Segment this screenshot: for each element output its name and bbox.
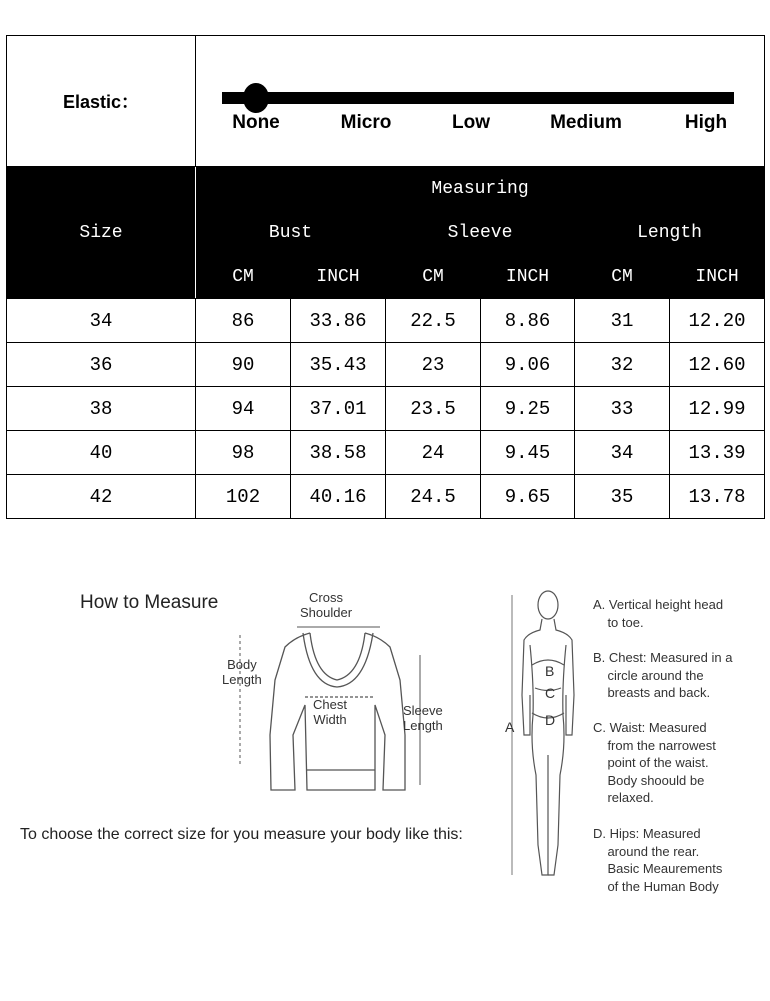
- measurement-cell: 34: [575, 431, 670, 475]
- measurement-cell: 40.16: [291, 475, 386, 519]
- measurement-cell: 33: [575, 387, 670, 431]
- size-cell: 42: [7, 475, 196, 519]
- measurement-cell: 94: [196, 387, 291, 431]
- how-to-measure-title: How to Measure: [80, 592, 219, 613]
- size-column-header: Size: [7, 167, 196, 299]
- measurement-cell: 37.01: [291, 387, 386, 431]
- measurement-cell: 90: [196, 343, 291, 387]
- elastic-level-high: High: [684, 112, 728, 133]
- elastic-level-none: None: [232, 112, 280, 133]
- unit-header: CM: [386, 255, 481, 299]
- measurement-cell: 24: [386, 431, 481, 475]
- measurement-cell: 22.5: [386, 299, 481, 343]
- description-a: A. Vertical height head to toe.: [593, 597, 724, 630]
- measurement-cell: 35.43: [291, 343, 386, 387]
- unit-header: CM: [196, 255, 291, 299]
- table-row: [7, 431, 765, 475]
- measurement-cell: 12.99: [670, 387, 765, 431]
- cross-shoulder-label: Cross Shoulder: [300, 590, 353, 620]
- unit-header: INCH: [481, 255, 575, 299]
- table-row: [7, 343, 765, 387]
- chest-width-label: Chest Width: [313, 697, 347, 727]
- bust-header: Bust: [196, 211, 386, 255]
- description-d: D. Hips: Measured around the rear. Basic Meaurements of the Human Body: [593, 826, 723, 894]
- measurement-cell: 23: [386, 343, 481, 387]
- size-cell: 40: [7, 431, 196, 475]
- unit-header: INCH: [670, 255, 765, 299]
- measuring-header-row: [7, 167, 765, 211]
- size-cell: 34: [7, 299, 196, 343]
- elastic-label: Elastic：: [7, 36, 196, 167]
- measurement-cell: 24.5: [386, 475, 481, 519]
- human-figure-diagram: [500, 585, 590, 885]
- measurement-cell: 86: [196, 299, 291, 343]
- sleeve-header: Sleeve: [386, 211, 575, 255]
- measurement-cell: 102: [196, 475, 291, 519]
- elasticity-scale: [196, 36, 765, 167]
- elastic-row: [7, 36, 765, 167]
- marker-a: A: [505, 719, 515, 735]
- body-length-label: Body Length: [222, 657, 262, 687]
- measurement-cell: 9.65: [481, 475, 575, 519]
- table-row: [7, 299, 765, 343]
- measuring-header: Measuring: [196, 167, 765, 211]
- sleeve-length-label: Sleeve Length: [403, 703, 443, 733]
- elastic-level-micro: Micro: [340, 112, 392, 133]
- marker-d: D: [545, 712, 556, 728]
- measurement-cell: 13.39: [670, 431, 765, 475]
- elastic-level-medium: Medium: [550, 112, 622, 133]
- measurement-cell: 98: [196, 431, 291, 475]
- size-chart-table: [6, 35, 765, 519]
- description-c: C. Waist: Measured from the narrowest point of the waist. Body shoould be relaxed.: [593, 720, 716, 805]
- table-row: [7, 387, 765, 431]
- measurement-cell: 9.06: [481, 343, 575, 387]
- measurement-cell: 9.45: [481, 431, 575, 475]
- size-cell: 38: [7, 387, 196, 431]
- unit-header: INCH: [291, 255, 386, 299]
- description-b: B. Chest: Measured in a circle around the breasts and back.: [593, 650, 733, 700]
- measurement-cell: 12.20: [670, 299, 765, 343]
- measurement-cell: 33.86: [291, 299, 386, 343]
- length-header: Length: [575, 211, 765, 255]
- table-row: [7, 475, 765, 519]
- elasticity-indicator: [243, 83, 269, 113]
- measurement-cell: 32: [575, 343, 670, 387]
- measurement-cell: 35: [575, 475, 670, 519]
- measurement-cell: 38.58: [291, 431, 386, 475]
- marker-b: B: [545, 663, 555, 679]
- measurement-cell: 9.25: [481, 387, 575, 431]
- unit-header: CM: [575, 255, 670, 299]
- measure-instruction: To choose the correct size for you measure your body like this:: [20, 826, 463, 843]
- elastic-level-low: Low: [452, 112, 490, 133]
- measurement-cell: 31: [575, 299, 670, 343]
- elasticity-track: [222, 92, 734, 104]
- size-cell: 36: [7, 343, 196, 387]
- measurement-cell: 8.86: [481, 299, 575, 343]
- marker-c: C: [545, 685, 556, 701]
- measurement-cell: 12.60: [670, 343, 765, 387]
- measurement-cell: 13.78: [670, 475, 765, 519]
- measurement-cell: 23.5: [386, 387, 481, 431]
